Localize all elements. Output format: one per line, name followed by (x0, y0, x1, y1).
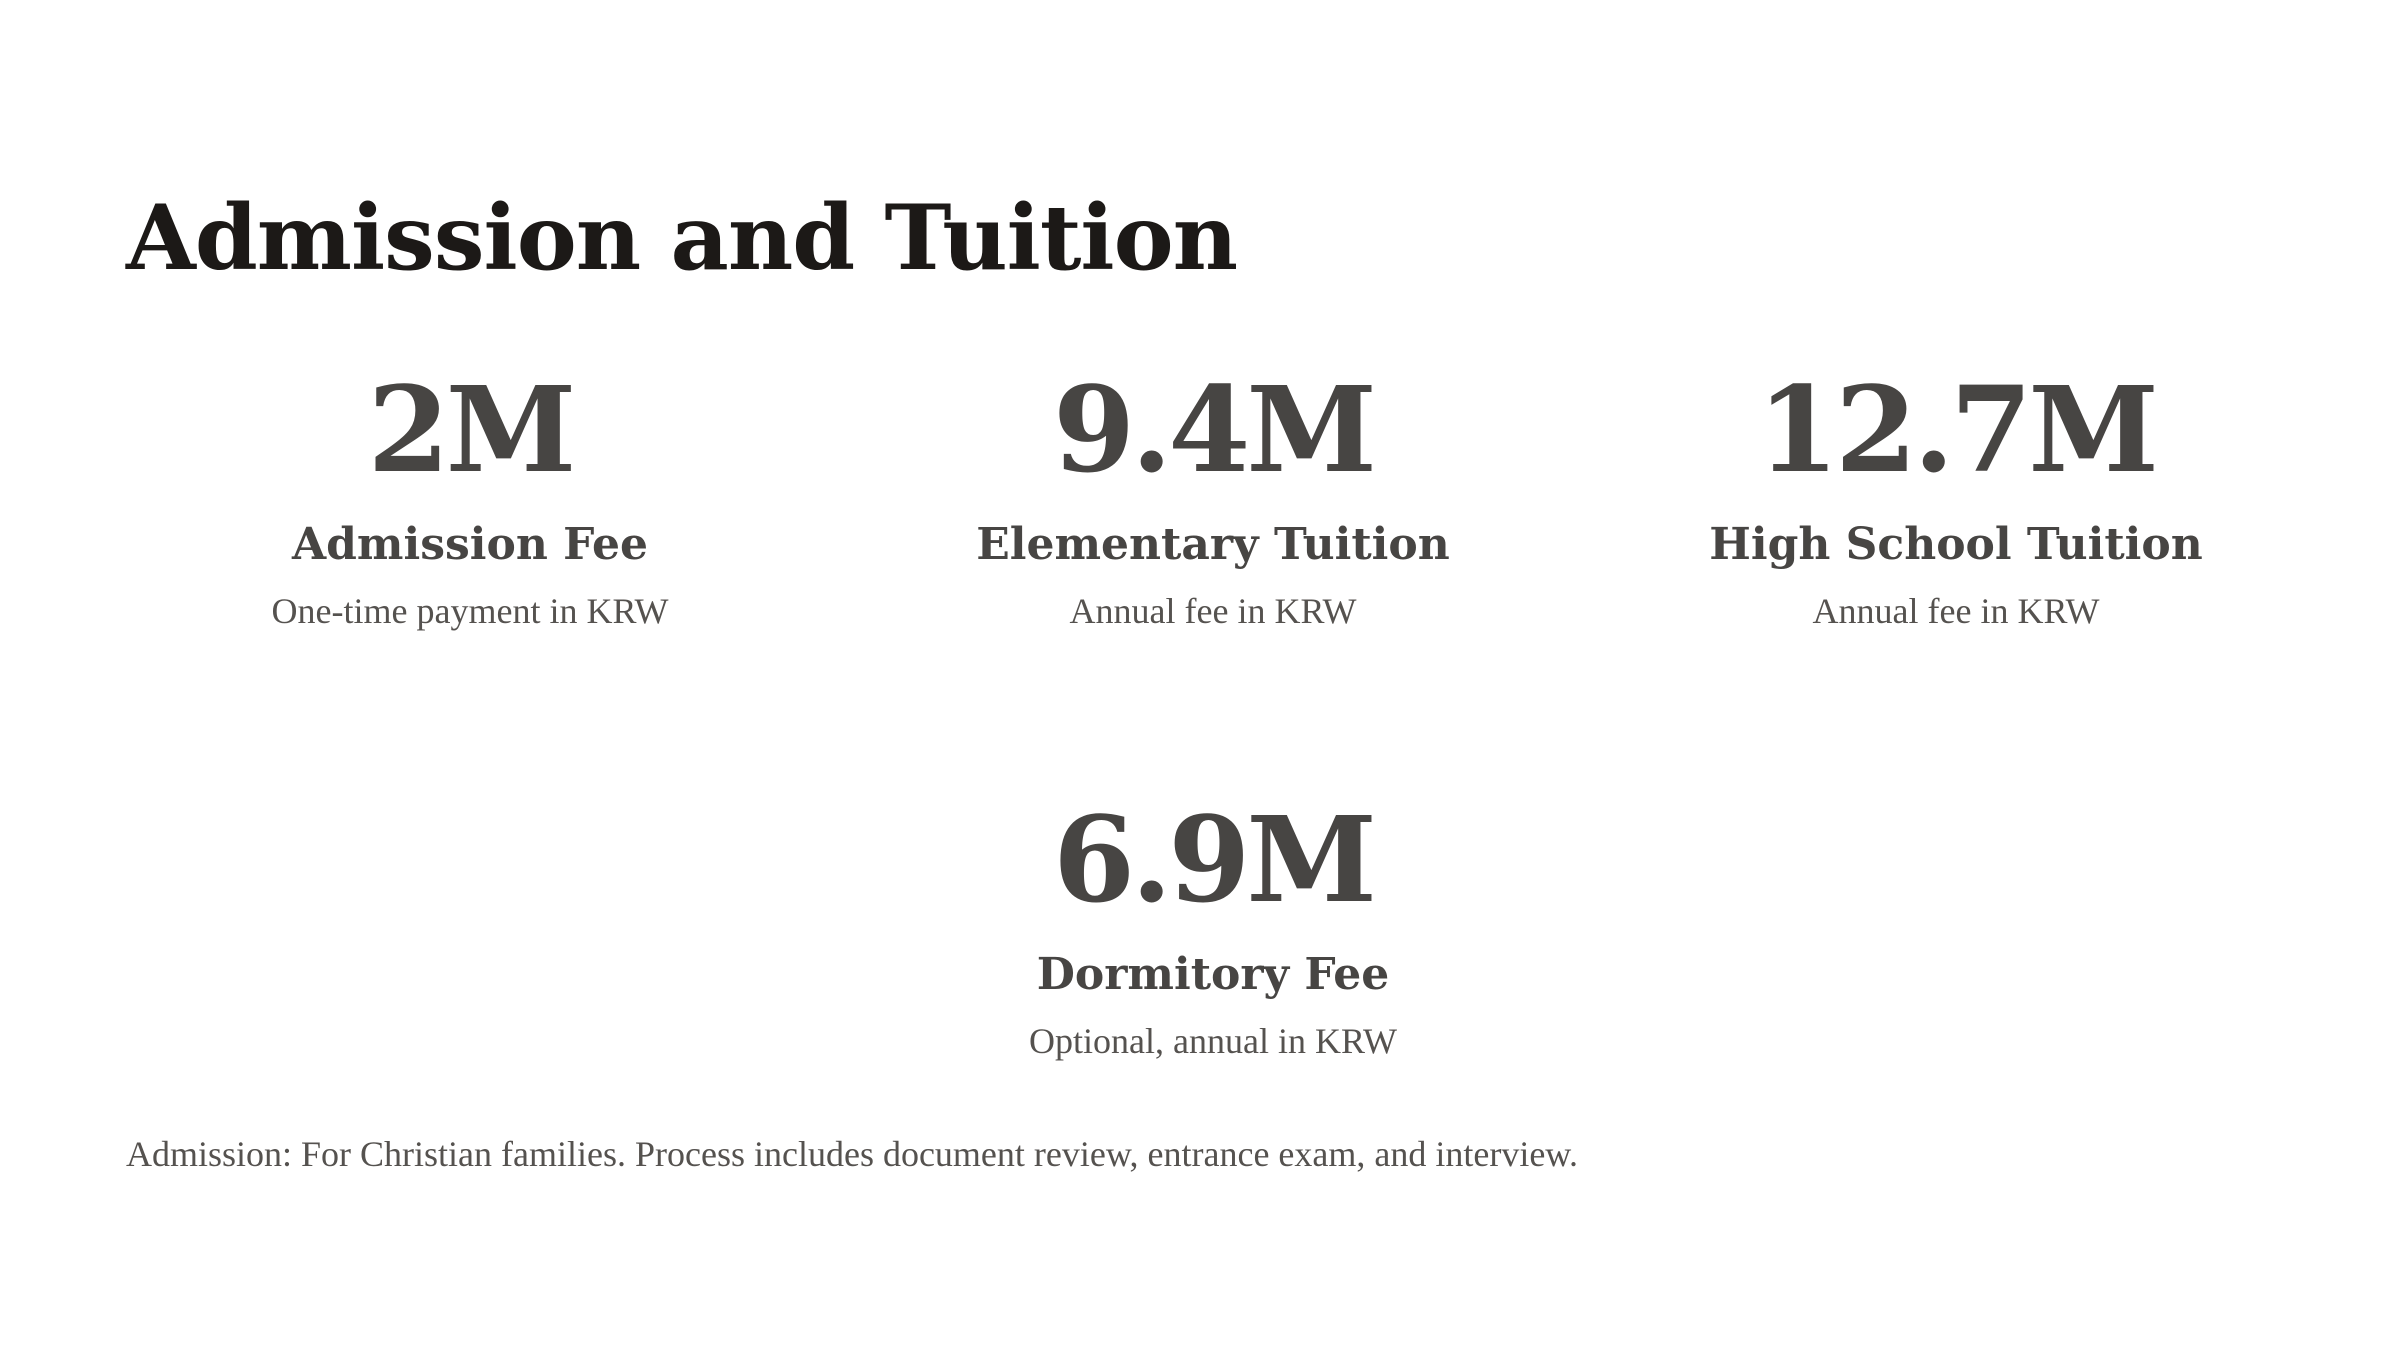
stat-value: 6.9M (1053, 790, 1373, 929)
stat-elementary-tuition (853, 360, 1573, 635)
stat-description: One-time payment in KRW (271, 591, 669, 631)
stat-description: Optional, annual in KRW (1029, 1021, 1397, 1061)
stat-label: High School Tuition (1709, 519, 2203, 570)
admission-footnote: Admission: For Christian families. Process includes document review, entrance exam, and interview. (126, 1134, 1578, 1174)
stat-admission-fee (110, 360, 830, 635)
stat-description: Annual fee in KRW (1812, 591, 2100, 631)
stat-high-school-tuition (1596, 360, 2316, 635)
stat-value: 2M (367, 360, 573, 499)
stat-label: Dormitory Fee (1036, 949, 1390, 1000)
stat-label: Elementary Tuition (976, 519, 1450, 570)
stat-description: Annual fee in KRW (1069, 591, 1357, 631)
stat-label: Admission Fee (292, 519, 648, 570)
stat-value: 9.4M (1053, 360, 1373, 499)
stat-dormitory-fee (853, 790, 1573, 1065)
stat-value: 12.7M (1756, 360, 2155, 499)
page-title: Admission and Tuition (126, 185, 1238, 291)
